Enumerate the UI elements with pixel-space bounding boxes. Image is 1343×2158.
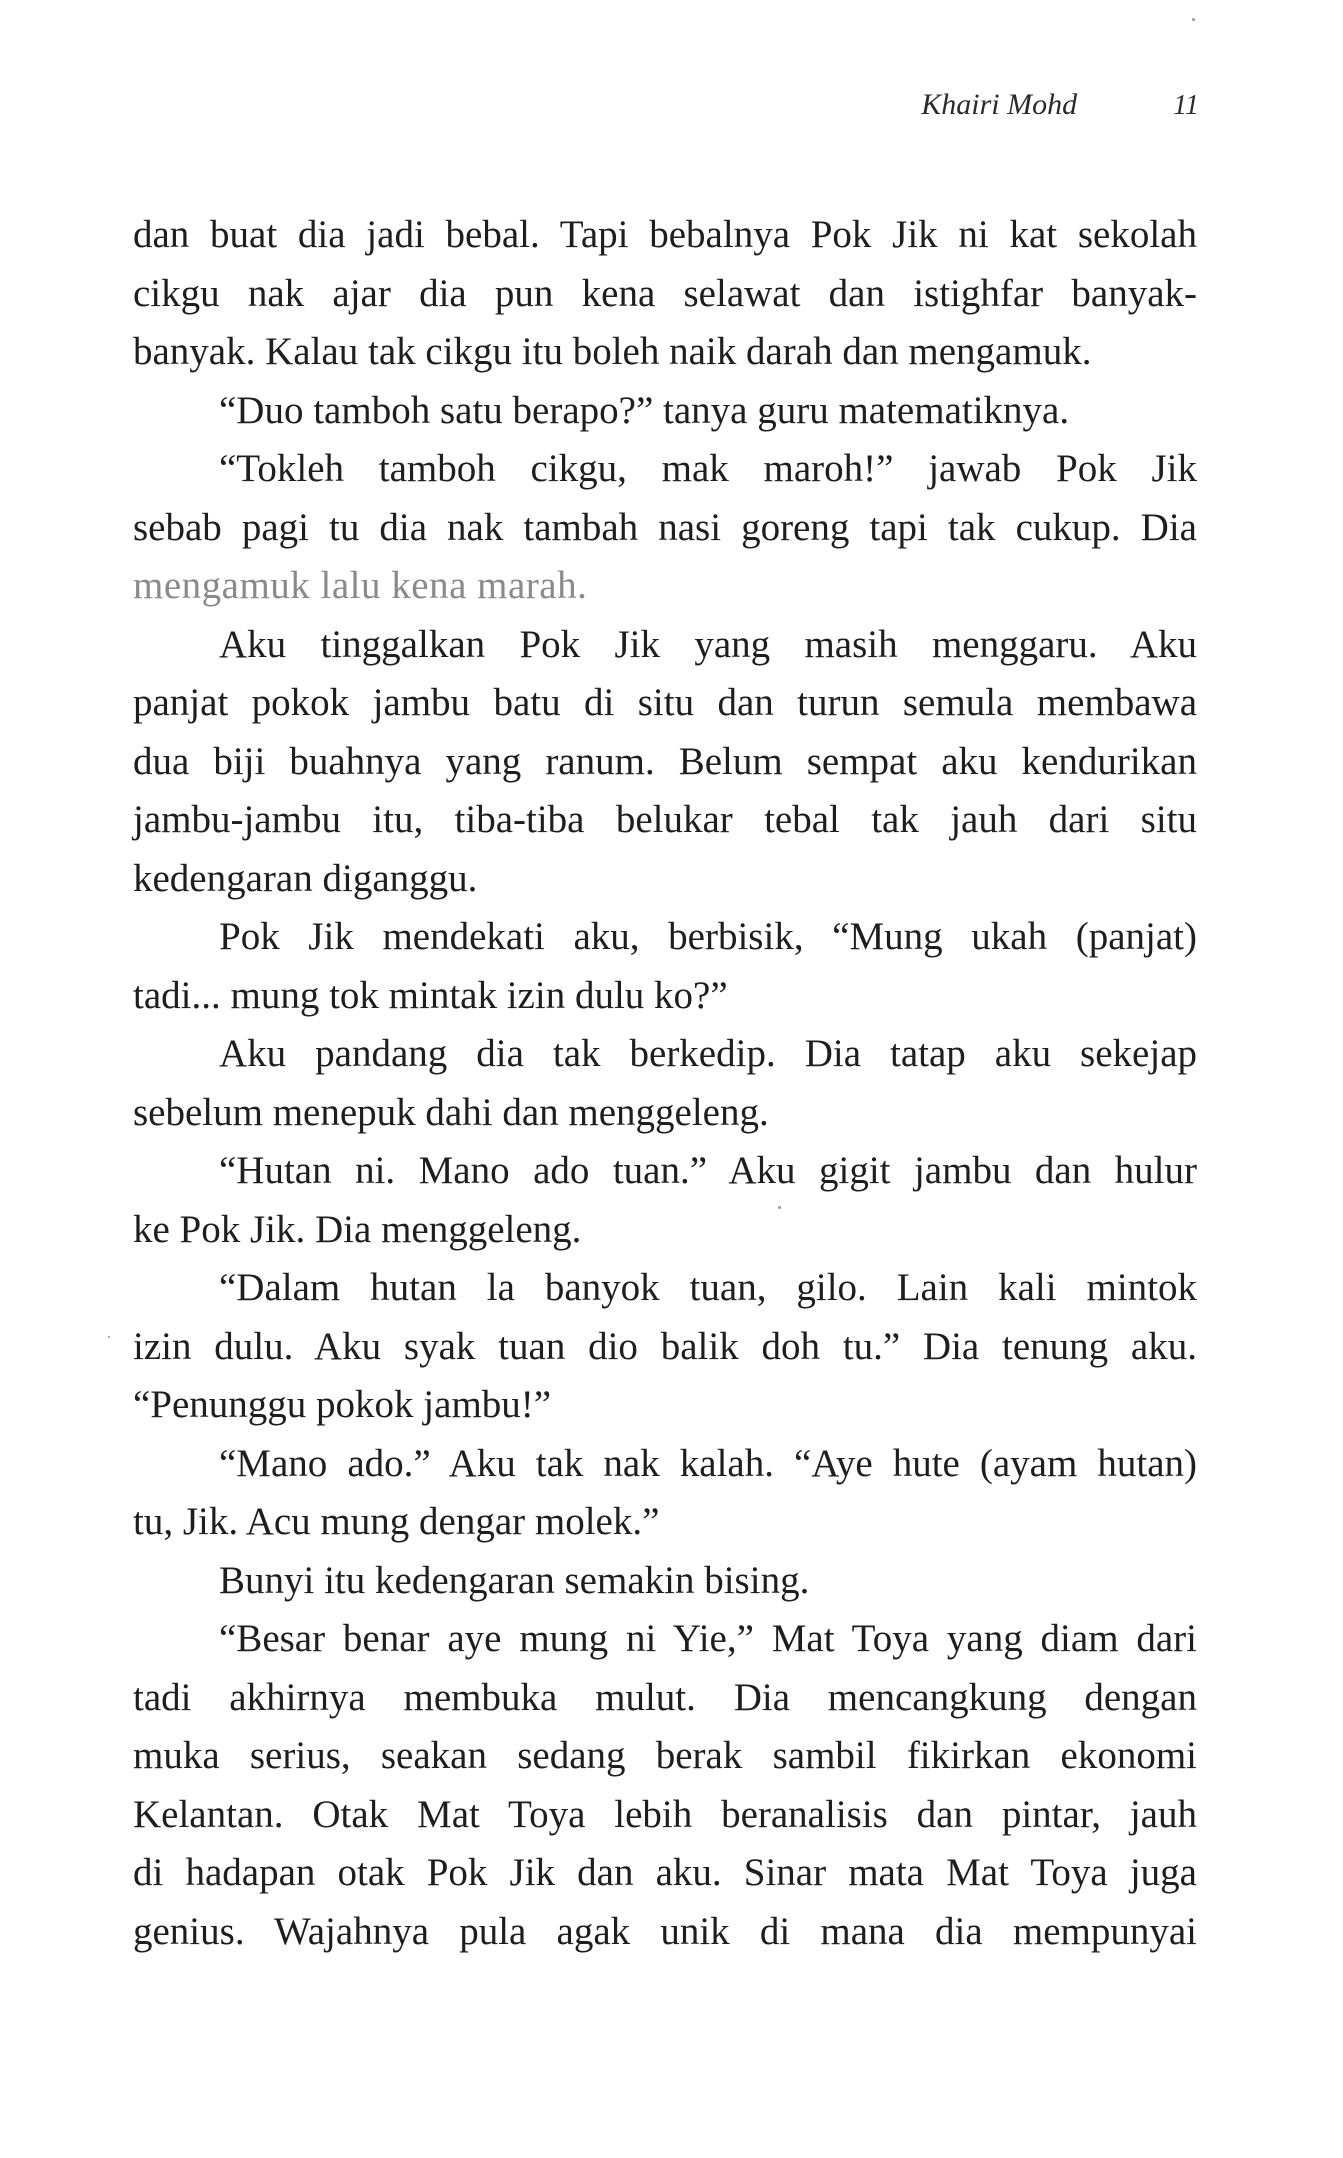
text-line: “Tokleh tamboh cikgu, mak maroh!” jawab Pok Jik	[219, 447, 1197, 490]
text-line: izin dulu. Aku syak tuan dio balik doh tu.” Dia tenung aku.	[133, 1324, 1197, 1368]
text-line: cikgu nak ajar dia pun kena selawat dan istighfar banyak-	[133, 271, 1197, 315]
text-line: “Besar benar aye mung ni Yie,” Mat Toya yang diam dari	[219, 1617, 1197, 1660]
text-line: muka serius, seakan sedang berak sambil fikirkan ekonomi	[133, 1734, 1197, 1777]
text-line: panjat pokok jambu batu di situ dan turun semula membawa	[133, 681, 1197, 724]
text-line: jambu-jambu itu, tiba-tiba belukar tebal tak jauh dari situ	[133, 798, 1197, 841]
text-line: Bunyi itu kedengaran semakin bising.	[219, 1558, 810, 1602]
text-line: kedengaran diganggu.	[133, 856, 478, 900]
text-line: mengamuk lalu kena marah.	[133, 564, 588, 607]
text-line: di hadapan otak Pok Jik dan aku. Sinar mata Mat Toya juga	[133, 1851, 1197, 1894]
running-head-author: Khairi Mohd	[921, 88, 1078, 121]
text-line: sebab pagi tu dia nak tambah nasi goreng tapi tak cukup. Dia	[133, 505, 1197, 549]
text-line: Aku tinggalkan Pok Jik yang masih menggaru. Aku	[219, 622, 1197, 666]
text-line: Pok Jik mendekati aku, berbisik, “Mung ukah (panjat)	[219, 915, 1197, 958]
page-number: 11	[1173, 90, 1199, 121]
text-line: tadi... mung tok mintak izin dulu ko?”	[133, 973, 728, 1017]
text-line: “Mano ado.” Aku tak nak kalah. “Aye hute (ayam hutan)	[219, 1441, 1197, 1485]
text-line: Aku pandang dia tak berkedip. Dia tatap aku sekejap	[219, 1032, 1197, 1075]
scan-speck	[778, 1206, 781, 1209]
text-line: tu, Jik. Acu mung dengar molek.”	[133, 1500, 660, 1543]
text-line: dan buat dia jadi bebal. Tapi bebalnya Pok Jik ni kat sekolah	[133, 213, 1197, 256]
text-line: “Dalam hutan la banyok tuan, gilo. Lain kali mintok	[219, 1266, 1197, 1309]
scan-speck	[1192, 18, 1195, 21]
text-line: tadi akhirnya membuka mulut. Dia mencangkung dengan	[133, 1675, 1197, 1719]
text-line: “Duo tamboh satu berapo?” tanya guru matematiknya.	[219, 388, 1070, 432]
text-line: Kelantan. Otak Mat Toya lebih beranalisis dan pintar, jauh	[133, 1792, 1197, 1836]
text-line: dua biji buahnya yang ranum. Belum sempat aku kendurikan	[133, 739, 1197, 783]
text-line: ke Pok Jik. Dia menggeleng.	[133, 1207, 582, 1251]
body-text	[133, 206, 1197, 1961]
running-head	[921, 88, 1199, 122]
text-line: sebelum menepuk dahi dan menggeleng.	[133, 1090, 769, 1134]
scan-speck	[108, 1336, 110, 1338]
text-line: “Penunggu pokok jambu!”	[133, 1383, 552, 1426]
text-line: “Hutan ni. Mano ado tuan.” Aku gigit jambu dan hulur	[219, 1149, 1197, 1192]
text-line: genius. Wajahnya pula agak unik di mana dia mempunyai	[133, 1909, 1197, 1953]
text-line: banyak. Kalau tak cikgu itu boleh naik darah dan mengamuk.	[133, 330, 1092, 373]
